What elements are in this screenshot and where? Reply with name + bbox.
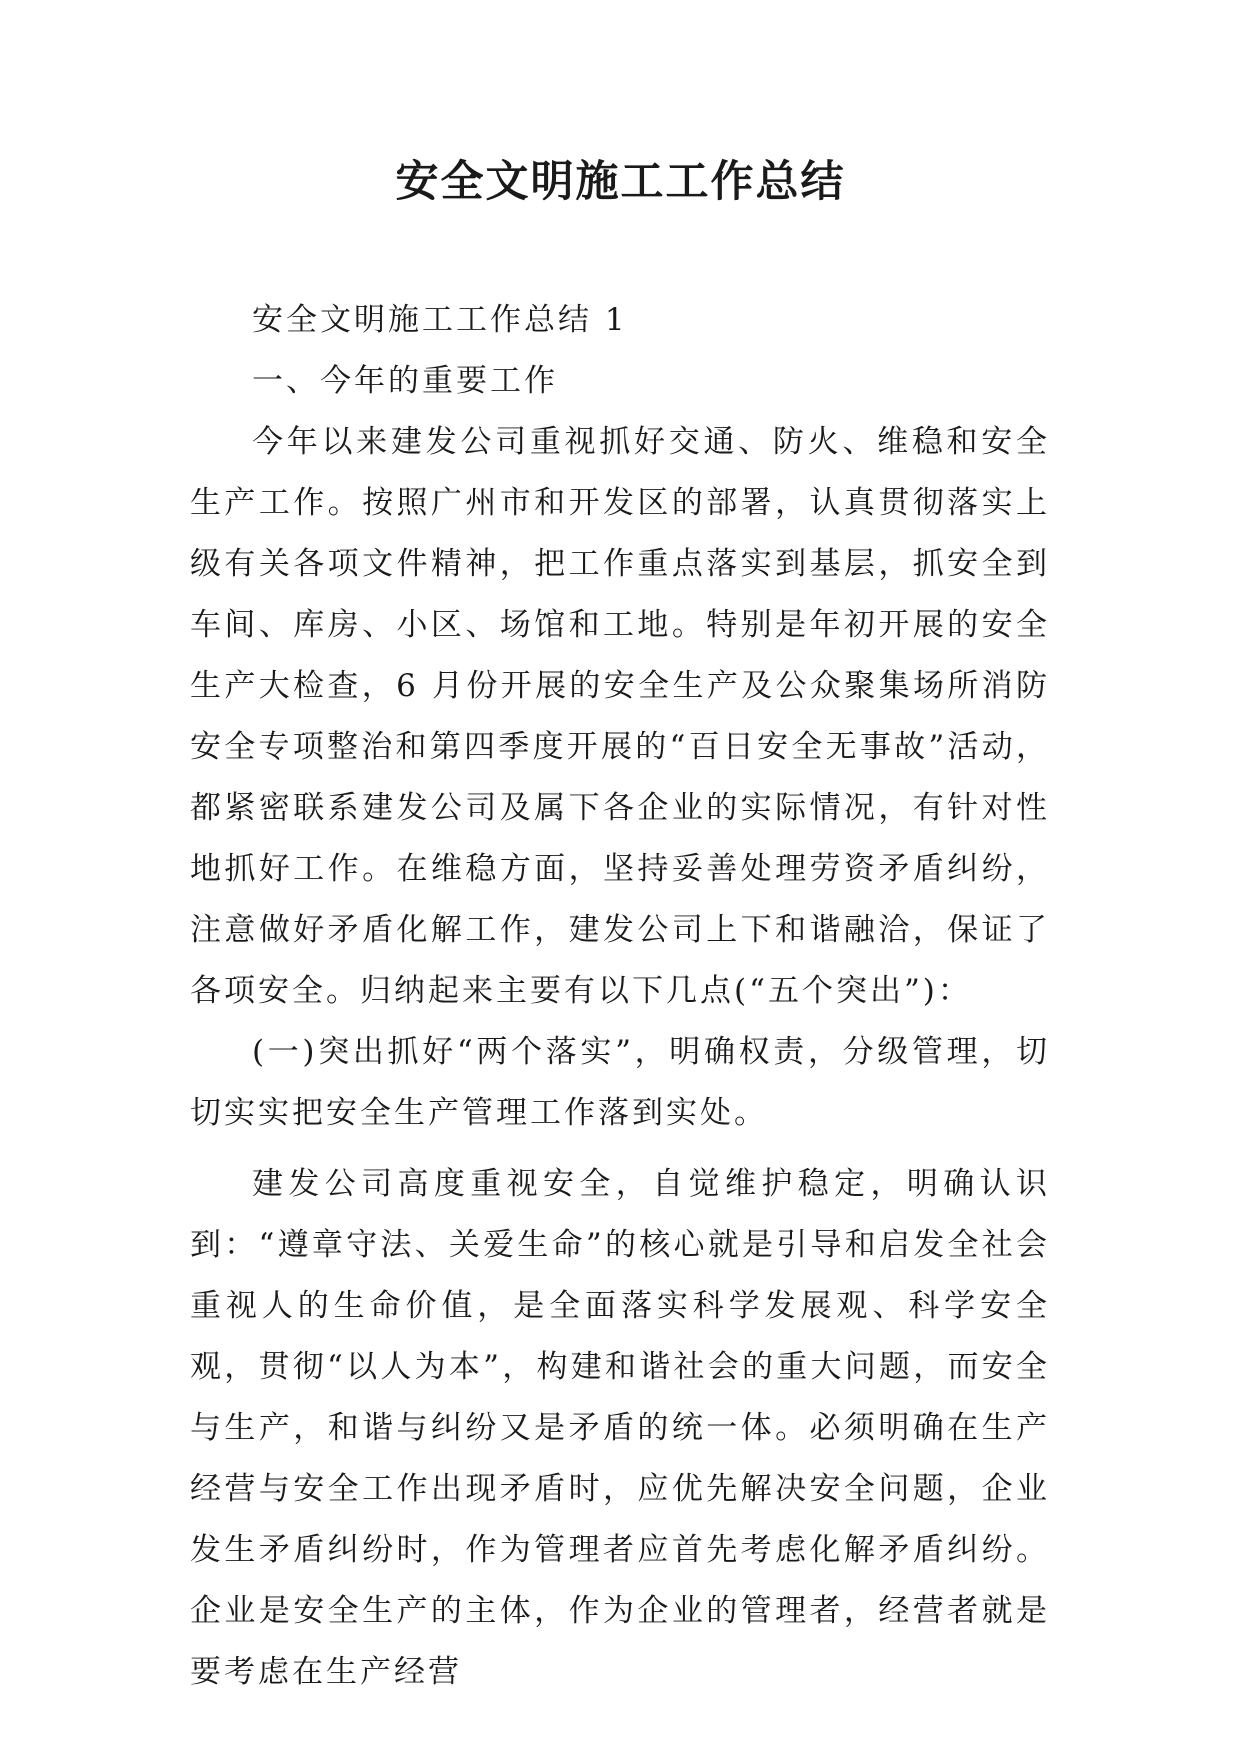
- subsection-heading: 一、今年的重要工作: [252, 363, 558, 399]
- document-title: 安全文明施工工作总结: [395, 157, 846, 207]
- body-paragraph: 建发公司高度重视安全，自觉维护稳定，明确认识到：“遵章守法、关爱生命”的核心就是引导和启发全社会重视人的生命价值，是全面落实科学发展观、科学安全观，贯彻“以人为本”，构建和谐社会的重大问题，而安全与生产，和谐与纠纷又是矛盾的统一体。必须明确在生产经营与安全工作出现矛盾时，应优先解决安全问题，企业发生矛盾纠纷时，作为管理者应首先考虑化解矛盾纠纷。企业是安全生产的主体，作为企业的管理者，经营者就是要考虑在生产经营: [190, 1166, 1050, 1690]
- document-body: [190, 290, 1050, 1703]
- body-paragraph: 今年以来建发公司重视抓好交通、防火、维稳和安全生产工作。按照广州市和开发区的部署，认真贯彻落实上级有关各项文件精神，把工作重点落实到基层，抓安全到车间、库房、小区、场馆和工地。特别是年初开展的安全生产大检查，6 月份开展的安全生产及公众聚集场所消防安全专项整治和第四季度开展的“百日安全无事故”活动，都紧密联系建发公司及属下各企业的实际情况，有针对性地抓好工作。在维稳方面，坚持妥善处理劳资矛盾纠纷，注意做好矛盾化解工作，建发公司上下和谐融洽，保证了各项安全。归纳起来主要有以下几点(“五个突出”)：: [190, 424, 1050, 1009]
- section-heading: 安全文明施工工作总结 1: [252, 302, 628, 338]
- body-paragraph: (一)突出抓好“两个落实”，明确权责，分级管理，切切实实把安全生产管理工作落到实处。: [190, 1034, 1050, 1131]
